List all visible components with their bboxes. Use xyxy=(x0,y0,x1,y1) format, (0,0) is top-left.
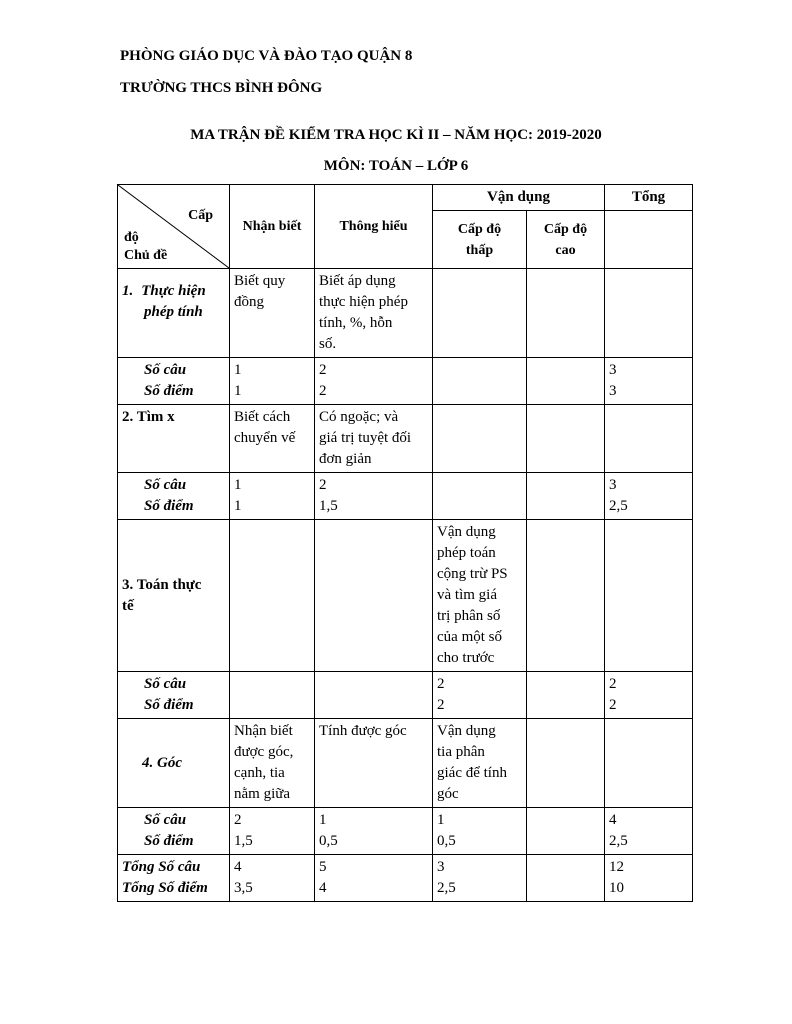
count-row xyxy=(118,358,693,405)
count-label-cell: Số câu Số điểm xyxy=(118,672,230,719)
count-vdc-cell xyxy=(527,672,605,719)
count-vdt-cell: 1 0,5 xyxy=(433,808,527,855)
topic-row xyxy=(118,520,693,672)
count-vdt-cell: 2 2 xyxy=(433,672,527,719)
thong-hieu-cell xyxy=(315,520,433,672)
topic-name-cell: 3. Toán thực tế xyxy=(118,520,230,672)
count-th-cell xyxy=(315,672,433,719)
document-title: MA TRẬN ĐỀ KIỂM TRA HỌC KÌ II – NĂM HỌC: 2019-2020 xyxy=(190,127,602,143)
topic-name-cell: 4. Góc xyxy=(118,719,230,808)
van-dung-cao-cell xyxy=(527,405,605,473)
count-tong-cell: 2 2 xyxy=(605,672,693,719)
topic-row xyxy=(118,719,693,808)
count-vdt-cell xyxy=(433,358,527,405)
count-vdt-cell xyxy=(433,473,527,520)
tong-cell xyxy=(605,405,693,473)
corner-header-cell xyxy=(118,185,230,269)
subject-title: MÔN: TOÁN – LỚP 6 xyxy=(323,158,469,174)
col-header-thong-hieu: Thông hiểu xyxy=(315,185,433,269)
col-header-cap-do-cao: Cấp độ cao xyxy=(527,211,605,269)
count-label-cell: Số câu Số điểm xyxy=(118,808,230,855)
count-vdc-cell xyxy=(527,358,605,405)
van-dung-cao-cell xyxy=(527,520,605,672)
van-dung-thap-cell xyxy=(433,269,527,358)
nhan-biet-cell: Biết cách chuyển vế xyxy=(230,405,315,473)
corner-do-label: độ xyxy=(124,230,139,245)
count-row xyxy=(118,672,693,719)
count-nb-cell: 2 1,5 xyxy=(230,808,315,855)
count-row xyxy=(118,808,693,855)
topic-name-cell: 1. Thực hiện phép tính xyxy=(118,269,230,358)
thong-hieu-cell: Có ngoặc; và giá trị tuyệt đối đơn giản xyxy=(315,405,433,473)
total-nb-cell: 4 3,5 xyxy=(230,855,315,902)
tong-cell xyxy=(605,520,693,672)
total-tong-cell: 12 10 xyxy=(605,855,693,902)
tong-cell xyxy=(605,719,693,808)
count-nb-cell xyxy=(230,672,315,719)
exam-matrix-table xyxy=(117,184,693,902)
count-tong-cell: 3 3 xyxy=(605,358,693,405)
tong-cell xyxy=(605,269,693,358)
school-name: TRƯỜNG THCS BÌNH ĐÔNG xyxy=(120,80,323,96)
count-nb-cell: 1 1 xyxy=(230,358,315,405)
count-tong-cell: 4 2,5 xyxy=(605,808,693,855)
col-header-van-dung: Vận dụng xyxy=(433,185,605,211)
col-header-tong: Tổng xyxy=(605,185,693,211)
nhan-biet-cell: Nhận biết được góc, cạnh, tia nằm giữa xyxy=(230,719,315,808)
count-th-cell: 2 2 xyxy=(315,358,433,405)
col-header-cap-do-thap: Cấp độ thấp xyxy=(433,211,527,269)
total-th-cell: 5 4 xyxy=(315,855,433,902)
thong-hieu-cell: Biết áp dụng thực hiện phép tính, %, hỗn số. xyxy=(315,269,433,358)
count-row xyxy=(118,473,693,520)
count-th-cell: 1 0,5 xyxy=(315,808,433,855)
header-row-1 xyxy=(118,185,693,211)
van-dung-cao-cell xyxy=(527,719,605,808)
total-label-cell: Tổng Số câu Tổng Số điểm xyxy=(118,855,230,902)
total-vdt-cell: 3 2,5 xyxy=(433,855,527,902)
count-label-cell: Số câu Số điểm xyxy=(118,358,230,405)
nhan-biet-cell: Biết quy đồng xyxy=(230,269,315,358)
topic-name-cell: 2. Tìm x xyxy=(118,405,230,473)
van-dung-thap-cell: Vận dụng phép toán cộng trừ PS và tìm giá trị phân số của một số cho trước xyxy=(433,520,527,672)
count-nb-cell: 1 1 xyxy=(230,473,315,520)
van-dung-thap-cell: Vận dụng tia phân giác để tính góc xyxy=(433,719,527,808)
thong-hieu-cell: Tính được góc xyxy=(315,719,433,808)
count-th-cell: 2 1,5 xyxy=(315,473,433,520)
corner-cap-label: Cấp xyxy=(188,208,213,223)
empty-header-cell xyxy=(605,211,693,269)
total-vdc-cell xyxy=(527,855,605,902)
count-label-cell: Số câu Số điểm xyxy=(118,473,230,520)
topic-row xyxy=(118,405,693,473)
count-tong-cell: 3 2,5 xyxy=(605,473,693,520)
corner-topic-label: Chủ đề xyxy=(124,248,168,263)
van-dung-thap-cell xyxy=(433,405,527,473)
department-name: PHÒNG GIÁO DỤC VÀ ĐÀO TẠO QUẬN 8 xyxy=(120,48,413,64)
total-row xyxy=(118,855,693,902)
van-dung-cao-cell xyxy=(527,269,605,358)
count-vdc-cell xyxy=(527,473,605,520)
count-vdc-cell xyxy=(527,808,605,855)
col-header-nhan-biet: Nhận biết xyxy=(230,185,315,269)
topic-row xyxy=(118,269,693,358)
nhan-biet-cell xyxy=(230,520,315,672)
